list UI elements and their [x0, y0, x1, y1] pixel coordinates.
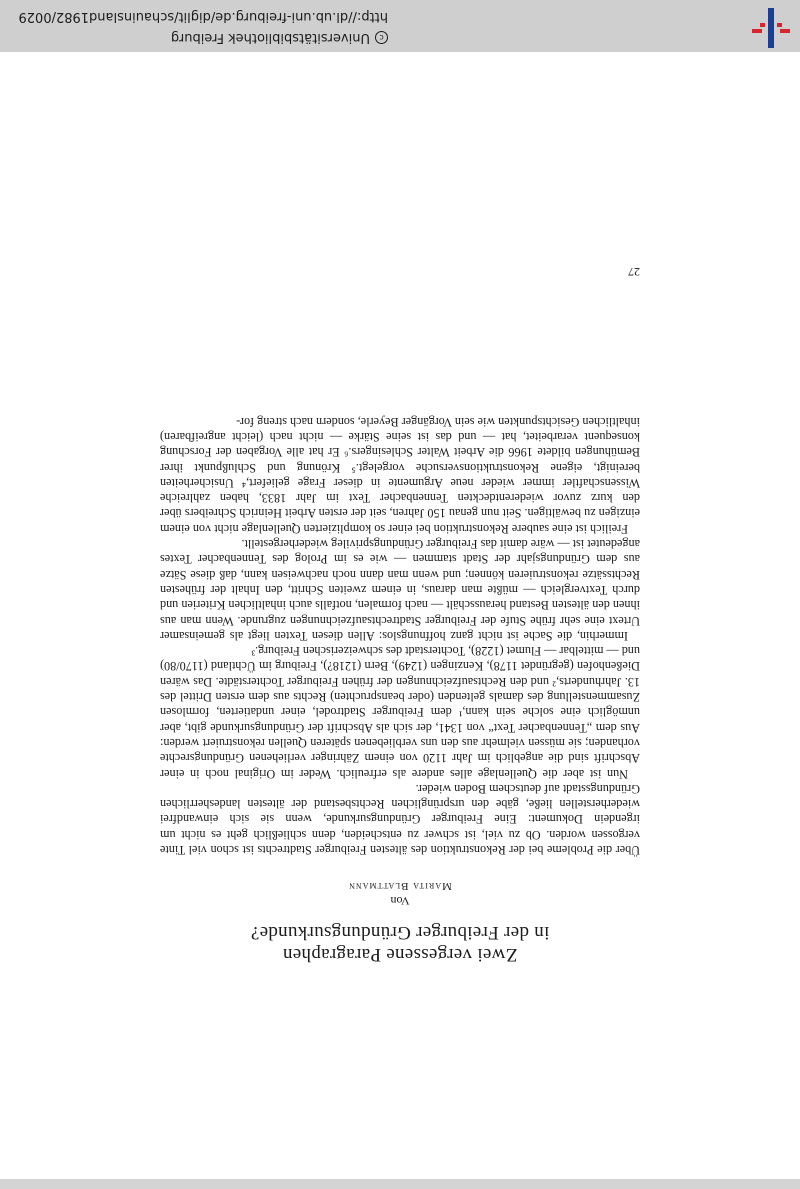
title-line-2: in der Freiburger Gründungsurkunde?	[250, 922, 550, 943]
page-number: 27	[628, 265, 640, 279]
paragraph-4: Freilich ist eine saubere Rekonstruktion bei einer so komplizierten Quellenlage nicht von einem einzigen zu bewältigen. Seit nun genau 150 Jahren, seit der ersten Arbeit Heinrich Schreibers über den kurz zuvor wiederentdeckten Tennenbacher Text im Jahr 1833, haben zahlreiche Wissenschaftler immer wieder neue Argumente in dieser Frage geliefert,⁴ Unsicherheiten bereinigt, eigene Rekonstruktionsversuche vorgelegt.⁵ Krönung und Schlußpunkt ihrer Bemühungen bildete 1966 die Arbeit Walter Schlesingers.⁶ Er hat alle Vorgaben der Forschung konsequent verarbeitet, hat — und das ist seine Stärke — nicht nach (leicht angreifbaren) inhaltlichen Gesichtspunkten wie sein Vorgänger Beyerle, sondern nach streng for-	[160, 414, 640, 536]
article-body	[160, 413, 640, 857]
footer-bar	[0, 0, 800, 52]
permalink-url[interactable]: http://dl.ub.uni-freiburg.de/diglit/schauinsland1982/0029	[18, 9, 388, 24]
license-line	[171, 30, 388, 45]
article-title	[0, 921, 800, 965]
author-name: Marita Blattmann	[348, 880, 452, 892]
paragraph-1: Über die Probleme bei der Rekonstruktion des ältesten Freiburger Stadtrechts ist schon viel Tinte vergossen worden. Ob zu viel, ist schwer zu entscheiden, denn schließlich geht es nicht um irgendein Dokument: Eine Freiburger Gründungsurkunde, wenn sie sich einwandfrei wiederherstellen ließe, gäbe den ursprünglichen Rechtsbestand der ältesten landesherrlichen Gründungsstadt auf deutschem Boden wieder.	[160, 781, 640, 857]
author-prefix: Von	[390, 894, 410, 908]
title-line-1: Zwei vergessene Paragraphen	[282, 944, 518, 965]
license-text: Universitätsbibliothek Freiburg	[170, 30, 370, 45]
university-logo-icon	[748, 1, 792, 48]
paragraph-2: Nun ist aber die Quellenlage alles andere als erfreulich. Weder im Original noch in einer Abschrift sind die angeblich im Jahr 1120 von einem Zähringer verliehenen Gründungsrechte vorhanden; sie müssen vielmehr aus den uns verbliebenen späteren Quellen rekonstruiert werden: Aus dem „Tennenbacher Text“ von 1341, der sich als Abschrift der Gründungsurkunde gibt, aber unmöglich eine solche sein kann,¹ dem Freiburger Stadtrodel, einer undatierten, formlosen Zusammenstellung des damals geltenden (oder beanspruchten) Rechts aus dem ersten Drittel des 13. Jahrhunderts,² und den Rechtsaufzeichnungen der frühen Freiburger Tochterstädte. Das wären Dießenhofen (gegründet 1178), Kenzingen (1249), Bern (1218?), Freiburg im Üchtland (1170/80) und — mittelbar — Flumet (1228), Tochterstadt des schweizerischen Freiburg.³	[160, 644, 640, 781]
paragraph-3: Immerhin, die Sache ist nicht ganz hoffnungslos: Allen diesen Texten liegt als gemeinsamer Urtext eine sehr frühe Stufe der Freiburger Stadtrechtsaufzeichnungen zugrunde. Wenn man aus ihnen den ältesten Bestand herausschält — nach formalen, notfalls auch inhaltlichen Kriterien und durch Textvergleich — müßte man daraus, in einem zweiten Schritt, den Inhalt der frühesten Rechtssätze rekonstruieren können; und wenn man dann noch nachweisen kann, daß diese Sätze aus dem Gründungsjahr der Stadt stammen — wie es im Prolog des Tennenbacher Textes angedeutet ist — wäre damit das Freiburger Gründungsprivileg wiederhergestellt.	[160, 537, 640, 643]
scanned-page	[0, 52, 800, 1179]
copyright-icon: c	[375, 31, 388, 44]
viewer-bottom-strip	[0, 1179, 800, 1189]
